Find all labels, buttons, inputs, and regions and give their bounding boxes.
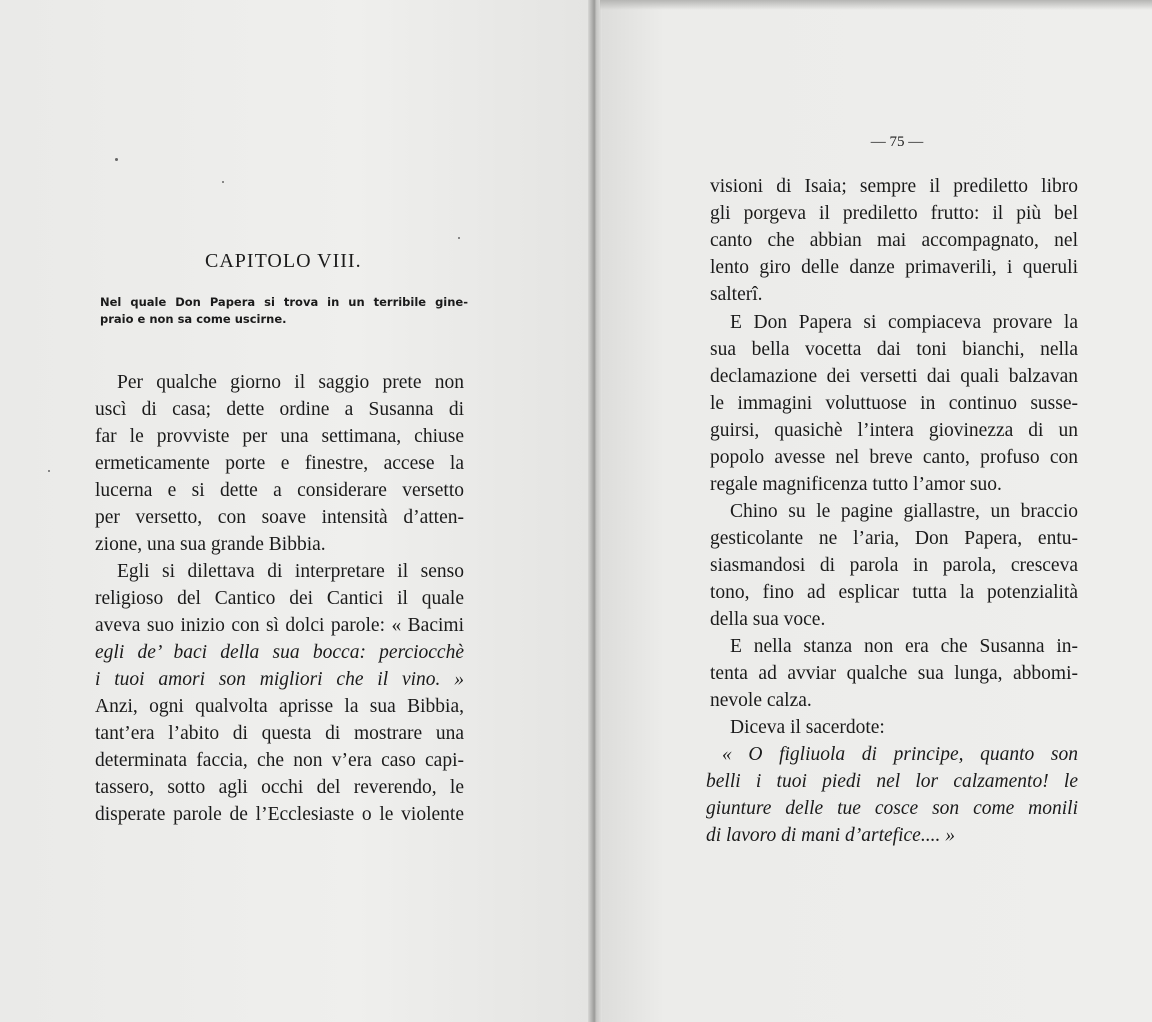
body-line: gli porgeva il prediletto frutto: il più bel <box>710 203 1078 224</box>
body-line: Diceva il sacerdote: <box>730 717 885 738</box>
body-line: E nella stanza non era che Susanna in- <box>730 636 1078 657</box>
body-line: tenta ad avviar qualche sua lunga, abbomi- <box>710 663 1078 684</box>
body-line: lento giro delle danze primaverili, i queruli <box>710 257 1078 278</box>
chapter-title: CAPITOLO VIII. <box>205 250 362 272</box>
body-line: giunture delle tue cosce son come monili <box>706 798 1078 819</box>
body-line: le immagini voluttuose in continuo susse- <box>710 393 1078 414</box>
body-line: tono, fino ad esplicar tutta la potenzialità <box>710 582 1078 603</box>
body-line: di lavoro di mani d’artefice.... » <box>706 825 955 846</box>
body-line: Anzi, ogni qualvolta aprisse la sua Bibbia, <box>95 696 464 717</box>
body-line: Egli si dilettava di interpretare il senso <box>117 561 464 582</box>
body-line: della sua voce. <box>710 609 826 630</box>
body-line: tassero, sotto agli occhi del reverendo, le <box>95 777 464 798</box>
body-line: E Don Papera si compiaceva provare la <box>730 312 1078 333</box>
paper-speck <box>222 181 224 183</box>
body-line: popolo avesse nel breve canto, profuso con <box>710 447 1078 468</box>
body-line: siasmandosi di parola in parola, cresceva <box>710 555 1078 576</box>
body-line: declamazione dei versetti dai quali balzavan <box>710 366 1078 387</box>
body-line: uscì di casa; dette ordine a Susanna di <box>95 399 464 420</box>
paper-speck <box>115 158 118 161</box>
body-line: per versetto, con soave intensità d’atten- <box>95 507 464 528</box>
paper-speck <box>458 237 460 239</box>
body-line: zione, una sua grande Bibbia. <box>95 534 326 555</box>
body-line: salterî. <box>710 284 763 305</box>
body-line: ermeticamente porte e finestre, accese la <box>95 453 464 474</box>
body-line: aveva suo inizio con sì dolci parole: « Bacimi <box>95 615 464 636</box>
chapter-summary-line: Nel quale Don Papera si trova in un terribile gine- <box>100 295 468 309</box>
body-line: Chino su le pagine giallastre, un braccio <box>730 501 1078 522</box>
body-line: regale magnificenza tutto l’amor suo. <box>710 474 1002 495</box>
chapter-summary-line: praio e non sa come uscirne. <box>100 312 287 326</box>
body-line: i tuoi amori son migliori che il vino. » <box>95 669 464 690</box>
body-line: visioni di Isaia; sempre il prediletto libro <box>710 176 1078 197</box>
body-line: disperate parole de l’Ecclesiaste o le violente <box>95 804 464 825</box>
body-line: lucerna e si dette a considerare versetto <box>95 480 464 501</box>
body-line: gesticolante ne l’aria, Don Papera, entu- <box>710 528 1078 549</box>
paper-speck <box>48 470 50 472</box>
body-line: « O figliuola di principe, quanto son <box>722 744 1078 765</box>
book-gutter <box>588 0 602 1022</box>
page-edge-shadow <box>600 0 1152 10</box>
body-line: religioso del Cantico dei Cantici il quale <box>95 588 464 609</box>
body-line: tant’era l’abito di questa di mostrare una <box>95 723 464 744</box>
body-line: Per qualche giorno il saggio prete non <box>117 372 464 393</box>
body-line: guirsi, quasichè l’intera giovinezza di un <box>710 420 1078 441</box>
body-line: canto che abbian mai accompagnato, nel <box>710 230 1078 251</box>
body-line: far le provviste per una settimana, chiuse <box>95 426 464 447</box>
body-line: determinata faccia, che non v’era caso capi- <box>95 750 464 771</box>
body-line: nevole calza. <box>710 690 812 711</box>
body-line: sua bella vocetta dai toni bianchi, nella <box>710 339 1078 360</box>
body-line: egli de’ baci della sua bocca: perciocchè <box>95 642 464 663</box>
page-number: — 75 — <box>870 134 924 150</box>
body-line: belli i tuoi piedi nel lor calzamento! le <box>706 771 1078 792</box>
